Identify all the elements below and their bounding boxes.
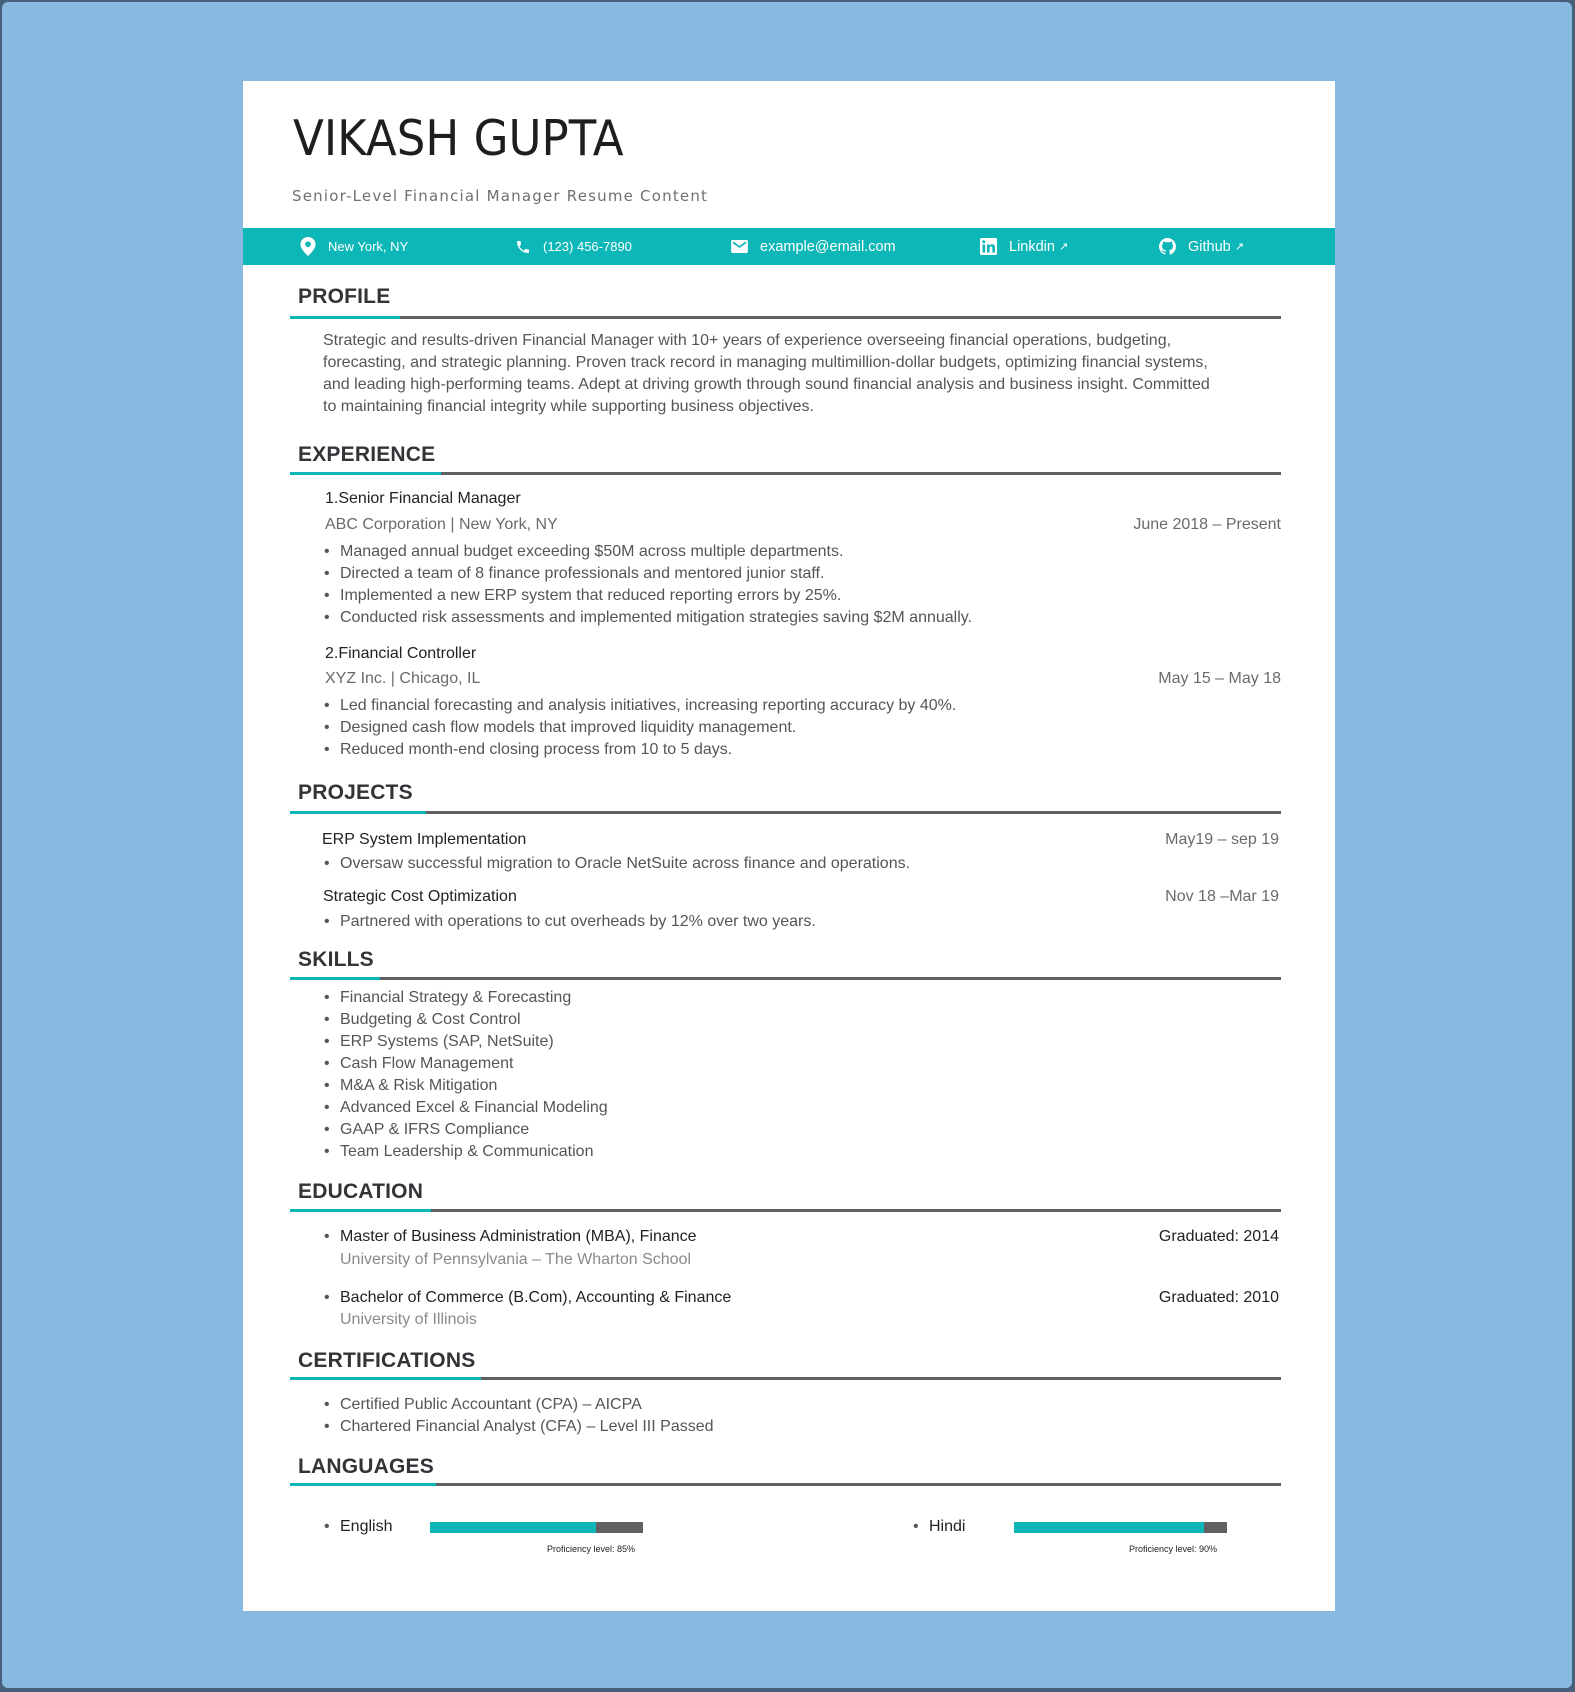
skill-item: • Team Leadership & Communication xyxy=(340,1143,593,1161)
job-company: ABC Corporation | New York, NY xyxy=(325,516,558,533)
job-title: 2.Financial Controller xyxy=(325,645,477,662)
external-link-icon: ↗ xyxy=(1058,241,1069,253)
section-title-experience: EXPERIENCE xyxy=(298,443,436,466)
linkedin-icon xyxy=(980,238,997,255)
skill-item: • M&A & Risk Mitigation xyxy=(340,1077,497,1095)
job-bullet: • Conducted risk assessments and implemented mitigation strategies saving $2M annually. xyxy=(340,609,972,627)
phone-icon xyxy=(515,239,531,255)
contact-location xyxy=(300,228,408,265)
skill-item: • Budgeting & Cost Control xyxy=(340,1011,521,1029)
contact-bar xyxy=(243,228,1335,265)
external-link-icon: ↗ xyxy=(1234,241,1244,253)
education-school: University of Pennsylvania – The Wharton School xyxy=(340,1251,691,1268)
language-name: • English xyxy=(340,1518,392,1536)
job-bullet: • Managed annual budget exceeding $50M across multiple departments. xyxy=(340,543,843,561)
skill-item: • Advanced Excel & Financial Modeling xyxy=(340,1099,608,1117)
github-link[interactable] xyxy=(1159,228,1244,265)
section-rule xyxy=(290,1483,1281,1486)
section-title-skills: SKILLS xyxy=(298,948,374,971)
project-bullet: • Oversaw successful migration to Oracle NetSuite across finance and operations. xyxy=(340,855,910,873)
profile-line: forecasting, and strategic planning. Proven track record in managing multimillion-dollar budgets, optimizing financial systems, xyxy=(323,354,1208,371)
education-degree: • Master of Business Administration (MBA), Finance xyxy=(340,1228,697,1246)
section-rule xyxy=(290,472,1281,475)
education-degree: • Bachelor of Commerce (B.Com), Accounting & Finance xyxy=(340,1289,731,1307)
skill-item: • Financial Strategy & Forecasting xyxy=(340,989,571,1007)
linkedin-link[interactable] xyxy=(980,228,1068,265)
section-rule xyxy=(290,977,1281,980)
proficiency-label: Proficiency level: 90% xyxy=(1129,1544,1218,1554)
profile-line: and leading high-performing teams. Adept at driving growth through sound financial analysis and business insight. Committed xyxy=(323,376,1210,393)
skill-item: • GAAP & IFRS Compliance xyxy=(340,1121,529,1139)
job-dates: May 15 – May 18 xyxy=(1158,670,1281,687)
project-dates: Nov 18 –Mar 19 xyxy=(1165,888,1279,905)
section-rule xyxy=(290,811,1281,814)
proficiency-fill xyxy=(1014,1522,1204,1533)
certification-item: • Chartered Financial Analyst (CFA) – Level III Passed xyxy=(340,1418,714,1436)
proficiency-label: Proficiency level: 85% xyxy=(547,1544,636,1554)
section-title-certifications: CERTIFICATIONS xyxy=(298,1349,476,1372)
skill-item: • ERP Systems (SAP, NetSuite) xyxy=(340,1033,554,1051)
section-title-languages: LANGUAGES xyxy=(298,1455,434,1478)
project-dates: May19 – sep 19 xyxy=(1165,831,1279,848)
job-bullet: • Led financial forecasting and analysis initiatives, increasing reporting accuracy by 40%. xyxy=(340,697,956,715)
section-rule xyxy=(290,1209,1281,1212)
job-title: 1.Senior Financial Manager xyxy=(325,490,521,507)
section-rule xyxy=(290,316,1281,319)
skill-item: • Cash Flow Management xyxy=(340,1055,513,1073)
mail-icon xyxy=(731,240,748,253)
resume-page xyxy=(243,81,1335,1611)
email-text: example@email.com xyxy=(760,238,896,255)
job-bullet: • Designed cash flow models that improved liquidity management. xyxy=(340,719,796,737)
map-pin-icon xyxy=(300,237,316,256)
job-dates: June 2018 – Present xyxy=(1133,516,1281,533)
language-name: • Hindi xyxy=(929,1518,965,1536)
section-title-projects: PROJECTS xyxy=(298,781,413,804)
resume-subtitle: Senior-Level Financial Manager Resume Content xyxy=(292,187,709,205)
certification-item: • Certified Public Accountant (CPA) – AICPA xyxy=(340,1396,642,1414)
github-icon xyxy=(1159,238,1176,255)
linkedin-text: Linkdin xyxy=(1009,238,1055,255)
github-text: Github xyxy=(1188,238,1231,255)
project-name: ERP System Implementation xyxy=(322,831,527,848)
job-bullet: • Reduced month-end closing process from 10 to 5 days. xyxy=(340,741,732,759)
education-graduated: Graduated: 2010 xyxy=(1158,1289,1279,1306)
project-bullet: • Partnered with operations to cut overheads by 12% over two years. xyxy=(340,913,816,931)
contact-phone[interactable] xyxy=(515,228,632,265)
language-proficiency-bar xyxy=(1014,1522,1227,1533)
location-text: New York, NY xyxy=(328,239,409,254)
phone-text: (123) 456-7890 xyxy=(543,239,632,254)
language-proficiency-bar xyxy=(430,1522,643,1533)
contact-email[interactable] xyxy=(731,228,896,265)
section-title-profile: PROFILE xyxy=(298,285,391,308)
job-company: XYZ Inc. | Chicago, IL xyxy=(325,670,481,687)
section-rule xyxy=(290,1377,1281,1380)
project-name: Strategic Cost Optimization xyxy=(323,888,517,905)
job-bullet: • Implemented a new ERP system that reduced reporting errors by 25%. xyxy=(340,587,841,605)
education-graduated: Graduated: 2014 xyxy=(1158,1228,1279,1245)
profile-line: to maintaining financial integrity while supporting business objectives. xyxy=(323,398,814,415)
education-school: University of Illinois xyxy=(340,1311,477,1328)
candidate-name: VIKASH GUPTA xyxy=(293,110,624,167)
section-title-education: EDUCATION xyxy=(298,1180,424,1203)
job-bullet: • Directed a team of 8 finance professionals and mentored junior staff. xyxy=(340,565,824,583)
profile-line: Strategic and results-driven Financial Manager with 10+ years of experience overseeing financial operations, budgeting, xyxy=(323,332,1172,349)
proficiency-fill xyxy=(430,1522,596,1533)
